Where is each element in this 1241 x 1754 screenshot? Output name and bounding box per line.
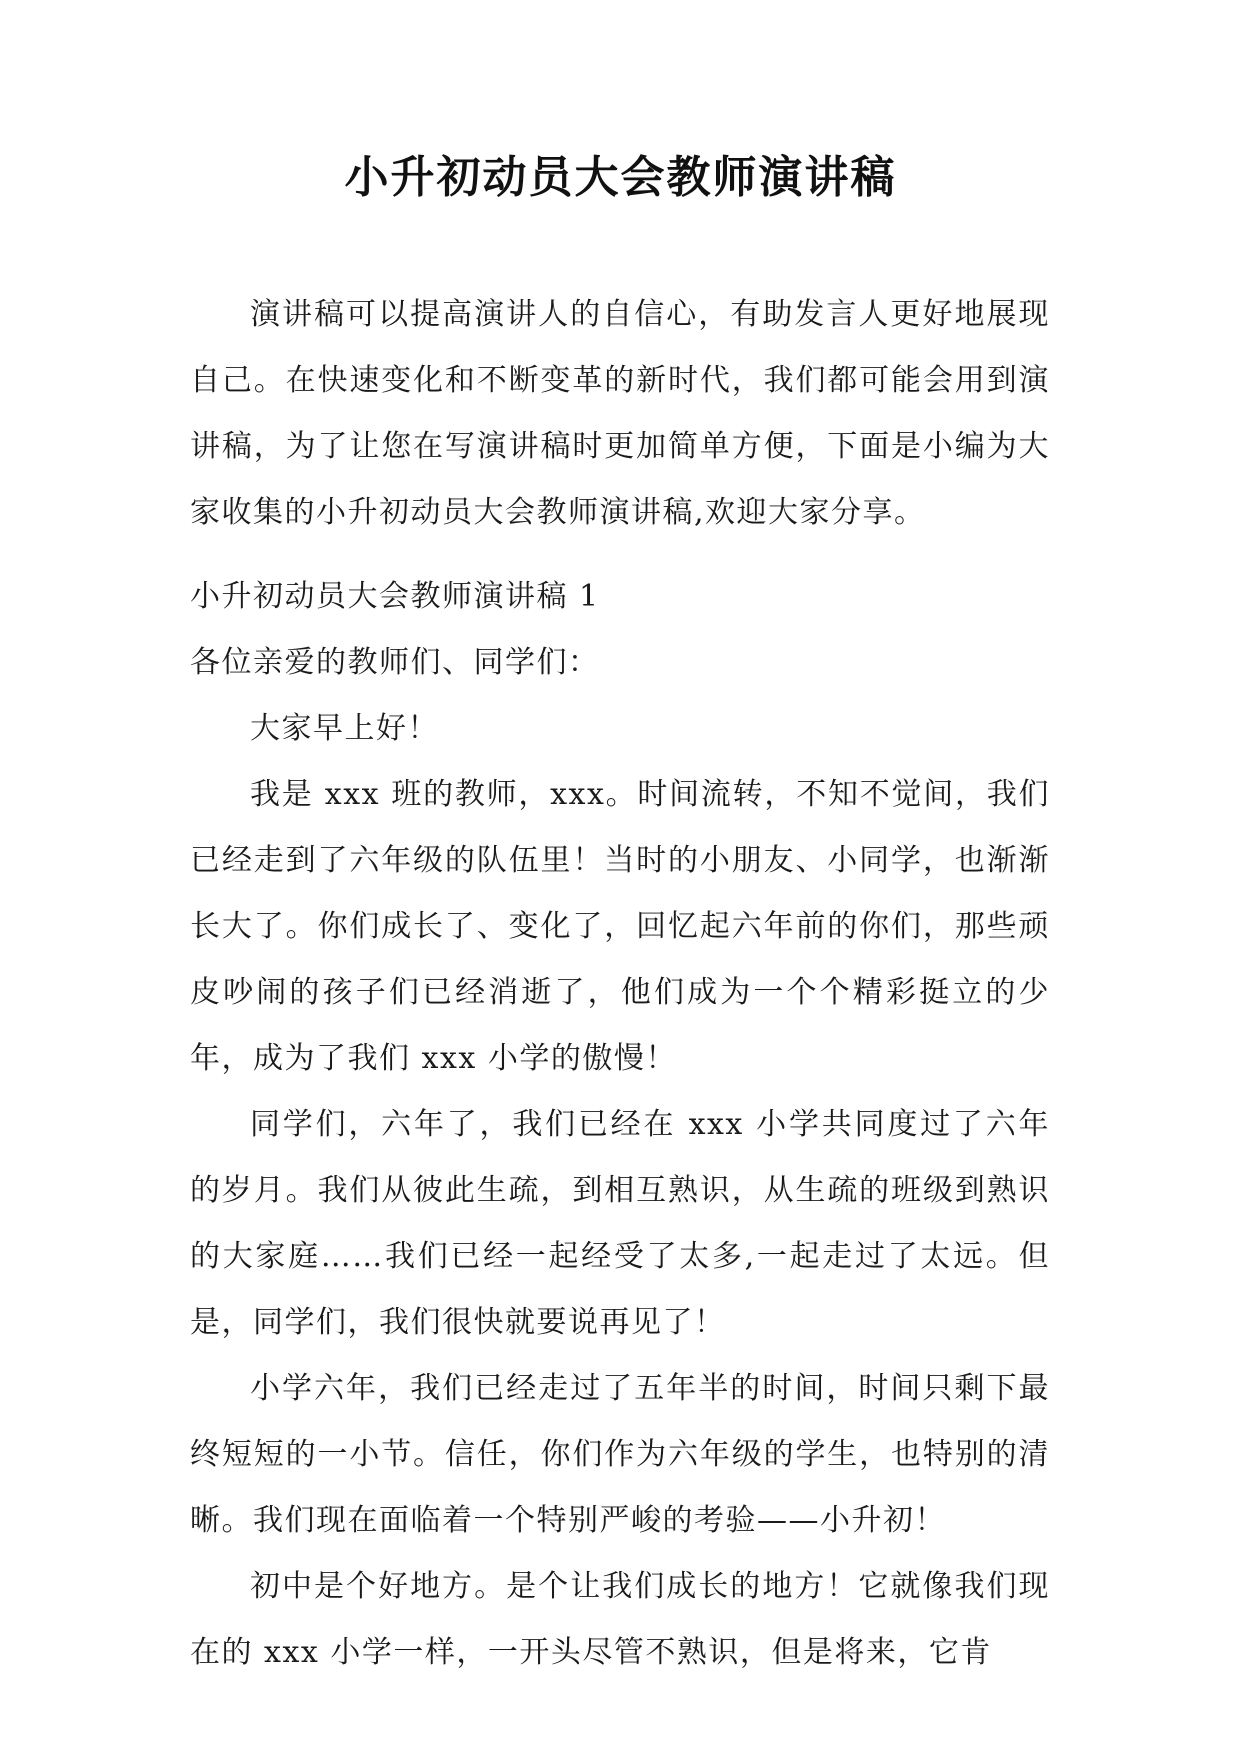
body-paragraph: 大家早上好！	[250, 711, 439, 746]
body-paragraph: 初中是个好地方。是个让我们成长的地方！它就像我们现在的 xxx 小学一样，一开头尽管不熟识，但是将来，它肯	[190, 1569, 1050, 1670]
body-paragraph: 我是 xxx 班的教师，xxx。时间流转，不知不觉间，我们已经走到了六年级的队伍里！当时的小朋友、小同学，也渐渐长大了。你们成长了、变化了，回忆起六年前的你们，那些顽皮吵闹的孩子们已经消逝了，他们成为一个个精彩挺立的少年，成为了我们 xxx 小学的傲慢！	[190, 777, 1050, 1076]
intro-paragraph: 演讲稿可以提高演讲人的自信心，有助发言人更好地展现自己。在快速变化和不断变革的新时代，我们都可能会用到演讲稿，为了让您在写演讲稿时更加简单方便，下面是小编为大家收集的小升初动员大会教师演讲稿,欢迎大家分享。	[190, 297, 1050, 530]
intro-block	[190, 282, 1050, 546]
document-title: 小升初动员大会教师演讲稿	[344, 152, 897, 203]
speech-body	[190, 564, 1050, 1686]
body-paragraph: 同学们，六年了，我们已经在 xxx 小学共同度过了六年的岁月。我们从彼此生疏，到相互熟识，从生疏的班级到熟识的大家庭……我们已经一起经受了太多,一起走过了太远。但是，同学们，我们很快就要说再见了！	[190, 1107, 1050, 1340]
section-heading: 小升初动员大会教师演讲稿 1	[190, 579, 600, 614]
salutation: 各位亲爱的教师们、同学们：	[190, 645, 600, 680]
body-paragraph: 小学六年，我们已经走过了五年半的时间，时间只剩下最终短短的一小节。信任，你们作为六年级的学生，也特别的清晰。我们现在面临着一个特别严峻的考验——小升初！	[190, 1371, 1050, 1538]
